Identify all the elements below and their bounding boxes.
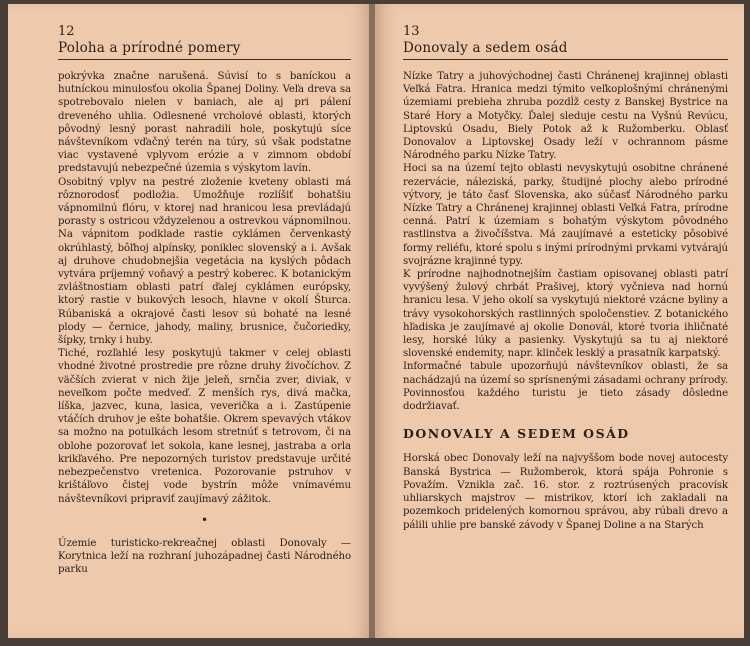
- running-head: Poloha a prírodné pomery: [58, 40, 241, 56]
- page-number: 13: [403, 24, 420, 39]
- section-heading: DONOVALY A SEDEM OSÁD: [403, 426, 630, 442]
- paragraph: Tiché, rozľahlé lesy poskytujú takmer v celej oblasti vhodné životné prostredie pre rôzne druhy živočíchov. Z väčších zvierat v nich žije jeleň, srnčia zver, diviak, v neveľkom počte medveď. Z menších rys, divá mačka, líška, jazvec, kuna, lasica, veverička a i. Zastúpenie vtáčích druhov je ešte bohatšie. Okrem spevavých vtákov sa možno na potulkách lesom stretnúť s tetrovom, či na oblohe pozorovať let sokola, kane lesnej, jastraba a orla krikľavého. Pre nepozorných turistov predstavuje určité nebezpečenstvo vretenica. Pozorovanie pstruhov v krištáľovo čistej vode bystrín môže vnímavému návštevníkovi pripraviť zaujímavý zážitok.: [58, 348, 351, 505]
- paragraph: Hoci sa na území tejto oblasti nevyskytujú osobitne chránené rezervácie, náleziská, parky, študijné plochy alebo prírodné výtvory, je táto časť Slovenska, ako súčasť Národného parku Nízke Tatry a Chránenej krajinnej oblasti Veľká Fatra, prírodne cenná. Patrí k územiam s bohatým výskytom pôvodného rastlinstva a živočíšstva. Má zaujímavé a esteticky pôsobivé formy reliéfu, ktoré spolu s inými prírodnými prvkami vytvárajú svojrázne krajinné typy.: [403, 163, 728, 267]
- header-rule: [58, 59, 351, 60]
- paragraph: Horská obec Donovaly leží na najvyššom bode novej autocesty Banská Bystrica — Ružomberok, ktorá spája Pohronie s Považím. Vznikla zač. 16. stor. z roztrúsených pracovísk uhliarskych majstrov — mistrikov, ktorí ich zakladali na pozemkoch pridelených komornou správou, aby rúbali drevo a pálili uhlie pre banské závody v Španej Doline a na Starých: [403, 453, 728, 531]
- body-text: [58, 70, 351, 577]
- book-spread: [8, 4, 744, 638]
- paragraph: Osobitný vplyv na pestré zloženie kveteny oblasti má rôznorodosť podložia. Umožňuje rozlíšiť bohatšiu vápnomilnú flóru, v ktorej nad hranicou lesa prevládajú porasty s ostricou vždyzelenou a ostrevkou vápnomilnou. Na vápnitom podklade rastie cyklámen červenkastý okrúhlastý, bôľhoj alpínsky, poniklec slovenský a i. Avšak aj druhove chudobnejšia vegetácia na kyslých pôdach vytvára príjemný voňavý a pestrý koberec. K botanickým zvláštnostiam oblasti patrí ďalej cyklámen európsky, ktorý rastie v bukových lesoch, hlavne v okolí Šturca. Rúbaniská a okrajové časti lesov sú bohaté na lesné plody — černice, jahody, maliny, brusnice, čučoriedky, šípky, trnky i huby.: [58, 176, 351, 347]
- right-page: [375, 4, 744, 638]
- paragraph: K prírodne najhodnotnejším častiam opisovanej oblasti patrí vyvýšený žulový chrbát Prašivej, ktorý vyčnieva nad hornú hranicu lesa. V jeho okolí sa vyskytujú niektoré vzácne byliny a trávy vysokohorských rastlinných spoločenstiev. Z botanického hľadiska je zaujímavé aj okolie Donovál, ktoré tvoria ihličnaté lesy, horské lúky a pasienky. Vyskytujú sa tu aj niektoré slovenské endemity, napr. klinček lesklý a prasatník karpatský.: [403, 269, 728, 360]
- paragraph: Územie turisticko-rekreačnej oblasti Donovaly — Korytnica leží na rozhraní juhozápadnej časti Národného parku: [58, 537, 351, 576]
- left-page: [8, 4, 371, 638]
- section-separator: •: [201, 512, 208, 527]
- header-rule: [403, 59, 728, 60]
- page-number: 12: [58, 24, 75, 39]
- body-text: [403, 70, 728, 532]
- paragraph: Nízke Tatry a juhovýchodnej časti Chránenej krajinnej oblasti Veľká Fatra. Hranica medzi týmito veľkoplošnými chránenými územiami prebieha zhruba pozdĺž cesty z Banskej Bystrice na Staré Hory a Motyčky. Ďalej sleduje cestu na Vyšnú Revúcu, Liptovskú Osadu, Biely Potok až k Ružomberku. Oblasť Donovalov a Liptovskej Osady leží v ochrannom pásme Národného parku Nízke Tatry.: [403, 71, 728, 162]
- paragraph: pokrývka značne narušená. Súvisí to s baníckou a hutníckou minulosťou okolia Španej Doliny. Veľa dreva sa spotrebovalo nielen v baniach, ale aj pri pálení dreveného uhlia. Odlesnené vrcholové oblasti, ktorých pôvodný lesný porast nahradili hole, poskytujú síce návštevníkom vďačný terén na túry, sú však podstatne viac vystavené vplyvom erózie a v zimnom období predstavujú nebezpečné územia s výskytom lavín.: [58, 71, 351, 175]
- paragraph: Informačné tabule upozorňujú návštevníkov oblasti, že sa nachádzajú na území so sprísnenými zásadami ochrany prírody. Povinnosťou každého turistu je tieto zásady dôsledne dodržiavať.: [403, 361, 728, 413]
- running-head: Donovaly a sedem osád: [403, 40, 568, 56]
